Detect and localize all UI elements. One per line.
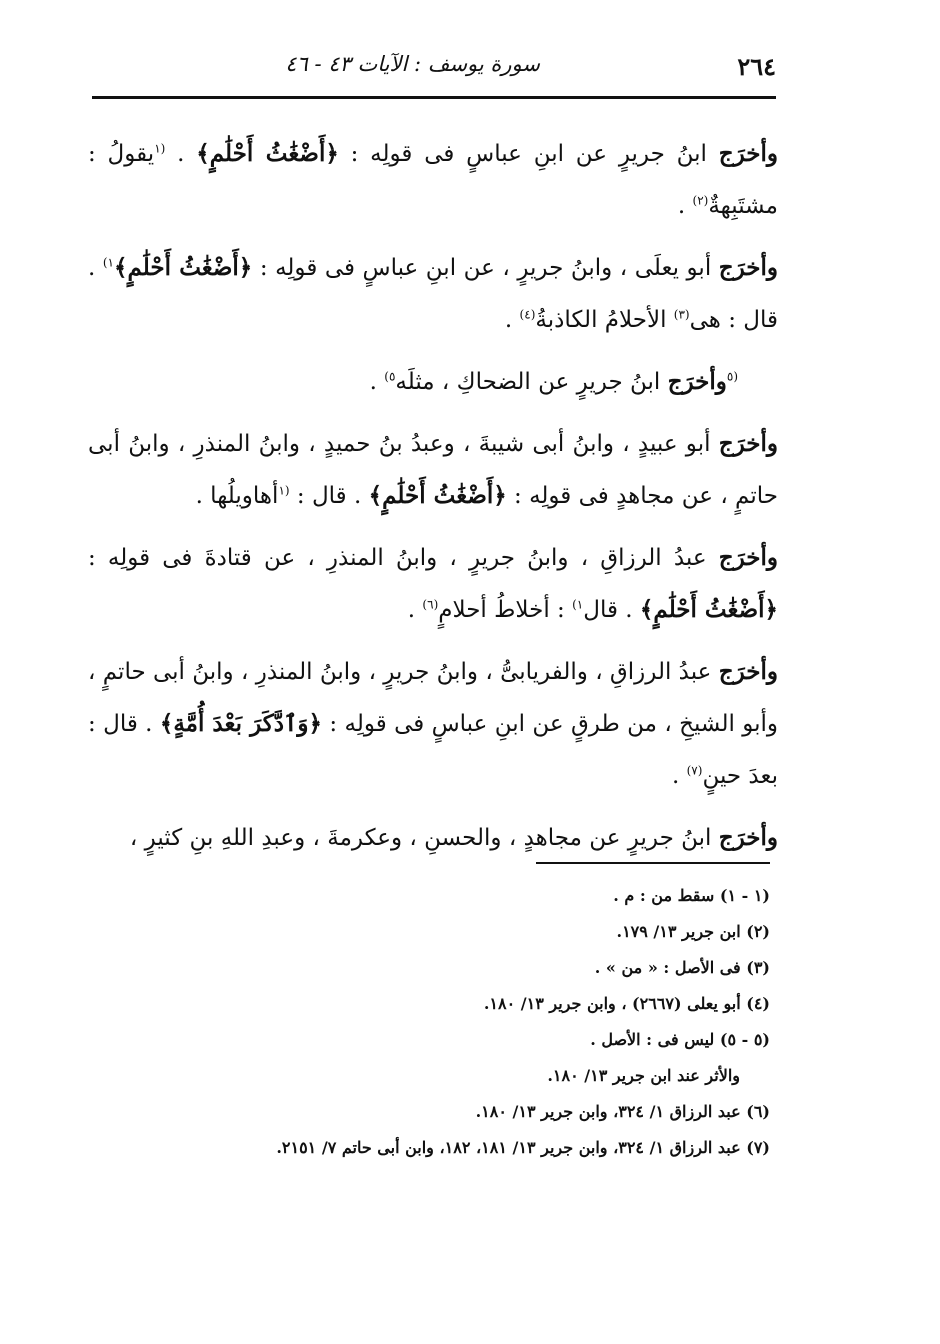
paragraph-lead: وأخرَج [667, 368, 727, 395]
page-header [92, 44, 776, 88]
paragraph [88, 812, 778, 864]
paragraph-text: أبو عبيدٍ ، وابنُ أبى شيبةَ ، وعبدُ بنُ حميدٍ ، وابنُ المنذرِ ، وابنُ أبى حاتمٍ ، عن مجاهدٍ فى قولِه : [88, 431, 778, 509]
quran-quote: ﴿أَضْغَٰثُ أَحْلَٰمٍ﴾ [639, 596, 778, 623]
paragraph-lead: وأخرَج [718, 544, 778, 571]
header-rule [92, 96, 776, 99]
paragraph [88, 128, 778, 232]
footnote-marker: (٥ [726, 369, 738, 384]
paragraph-text: . قال : [289, 483, 369, 509]
paragraph-text: ابنُ جريرٍ عن مجاهدٍ ، والحسنِ ، وعكرمةَ ، وعبدِ اللهِ بنِ كثيرٍ ، [129, 825, 719, 851]
paragraph [88, 242, 778, 346]
footnote: (٧) عبد الرزاق ١/ ٣٢٤، وابن جرير ١٣/ ١٨١، ١٨٢، وابن أبى حاتم ٧/ ٢١٥١. [276, 1138, 770, 1157]
paragraph-text: . قال [583, 597, 640, 623]
paragraph-lead: وأخرَج [718, 658, 778, 685]
paragraph-text: عبدُ الرزاقِ ، وابنُ جريرٍ ، وابنُ المنذرِ ، عن قتادةَ فى قولِه : [88, 545, 719, 571]
paragraph-text: : أخلاطُ أحلامٍ [438, 597, 573, 623]
footnote-marker: (٢) [692, 193, 709, 208]
footnote: (٤) أبو يعلى (٢٦٦٧) ، وابن جرير ١٣/ ١٨٠. [483, 994, 770, 1013]
paragraph-text: الأحلامُ الكاذبةُ [535, 307, 674, 333]
paragraph [88, 356, 778, 408]
footnote-marker: ١) [102, 255, 114, 270]
paragraph-text: عبدُ الرزاقِ ، والفريابىُّ ، وابنُ جريرٍ ، وابنُ المنذرِ ، وابنُ أبى حاتمٍ ، وأبو الشيخِ ، من طرقٍ عن ابنِ عباسٍ فى قولِه : [88, 659, 778, 737]
paragraph-text: . قال : هى [88, 255, 778, 333]
footnote: (٥ - ٥) ليس فى : الأصل . [590, 1030, 770, 1049]
paragraph-text: ابنُ جريرٍ عن الضحاكِ ، مثلَه [395, 369, 668, 395]
paragraph-text: . [677, 193, 693, 219]
paragraph [88, 418, 778, 522]
footnote-marker: ٥) [384, 369, 396, 384]
footnote-marker: (١ [154, 141, 166, 156]
footnote-marker: (٤) [519, 307, 536, 322]
footnote-marker: (٦) [422, 597, 439, 612]
footnote: والأثر عند ابن جرير ١٣/ ١٨٠. [547, 1066, 740, 1085]
footnote: (٣) فى الأصل : « من » . [594, 958, 770, 977]
footnote-marker: ١) [572, 597, 584, 612]
paragraph-text: أبو يعلَى ، وابنُ جريرٍ ، عن ابنِ عباسٍ فى قولِه : [252, 255, 719, 281]
quran-quote: ﴿أَضْغَٰثُ أَحْلَٰمٍ﴾ [113, 254, 253, 281]
footnote: (٦) عبد الرزاق ١/ ٣٢٤، وابن جرير ١٣/ ١٨٠. [475, 1102, 770, 1121]
paragraph-text: يقولُ : مشتَبِهةٌ [88, 141, 778, 219]
footnotes [170, 878, 770, 1166]
footnote-rule [536, 862, 770, 864]
footnote-marker: (٣) [673, 307, 690, 322]
footnote-marker: (١ [278, 483, 290, 498]
quran-quote: ﴿أَضْغَٰثُ أَحْلَٰمٍ﴾ [368, 482, 507, 509]
paragraph-text: . قال : بعدَ حينٍ [88, 711, 778, 789]
footnote: (١ - ١) سقط من : م . [613, 886, 770, 905]
paragraph-text: . [165, 141, 197, 167]
paragraph [88, 532, 778, 636]
paragraph-text: . [671, 763, 687, 789]
paragraph-text: . [369, 369, 385, 395]
paragraph-lead: وأخرَج [718, 430, 778, 457]
paragraph [88, 646, 778, 802]
main-text [88, 128, 778, 874]
footnote: (٢) ابن جرير ١٣/ ١٧٩. [616, 922, 770, 941]
paragraph-text: . [407, 597, 423, 623]
paragraph-text: . [504, 307, 520, 333]
paragraph-lead: وأخرَج [718, 824, 778, 851]
paragraph-text: أهاويلُها . [195, 483, 279, 509]
paragraph-text: ابنُ جريرٍ عن ابنِ عباسٍ فى قولِه : [338, 141, 719, 167]
paragraph-lead: وأخرَج [718, 140, 778, 167]
page-number: ٢٦٤ [737, 52, 776, 81]
footnote-marker: (٧) [686, 763, 703, 778]
quran-quote: ﴿أَضْغَٰثُ أَحْلَٰمٍ﴾ [196, 140, 339, 167]
running-head: سورة يوسف : الآيات ٤٣ - ٤٦ [285, 52, 540, 76]
paragraph-lead: وأخرَج [718, 254, 778, 281]
quran-quote: ﴿وَٱدَّكَرَ بَعْدَ أُمَّةٍ﴾ [159, 710, 323, 737]
